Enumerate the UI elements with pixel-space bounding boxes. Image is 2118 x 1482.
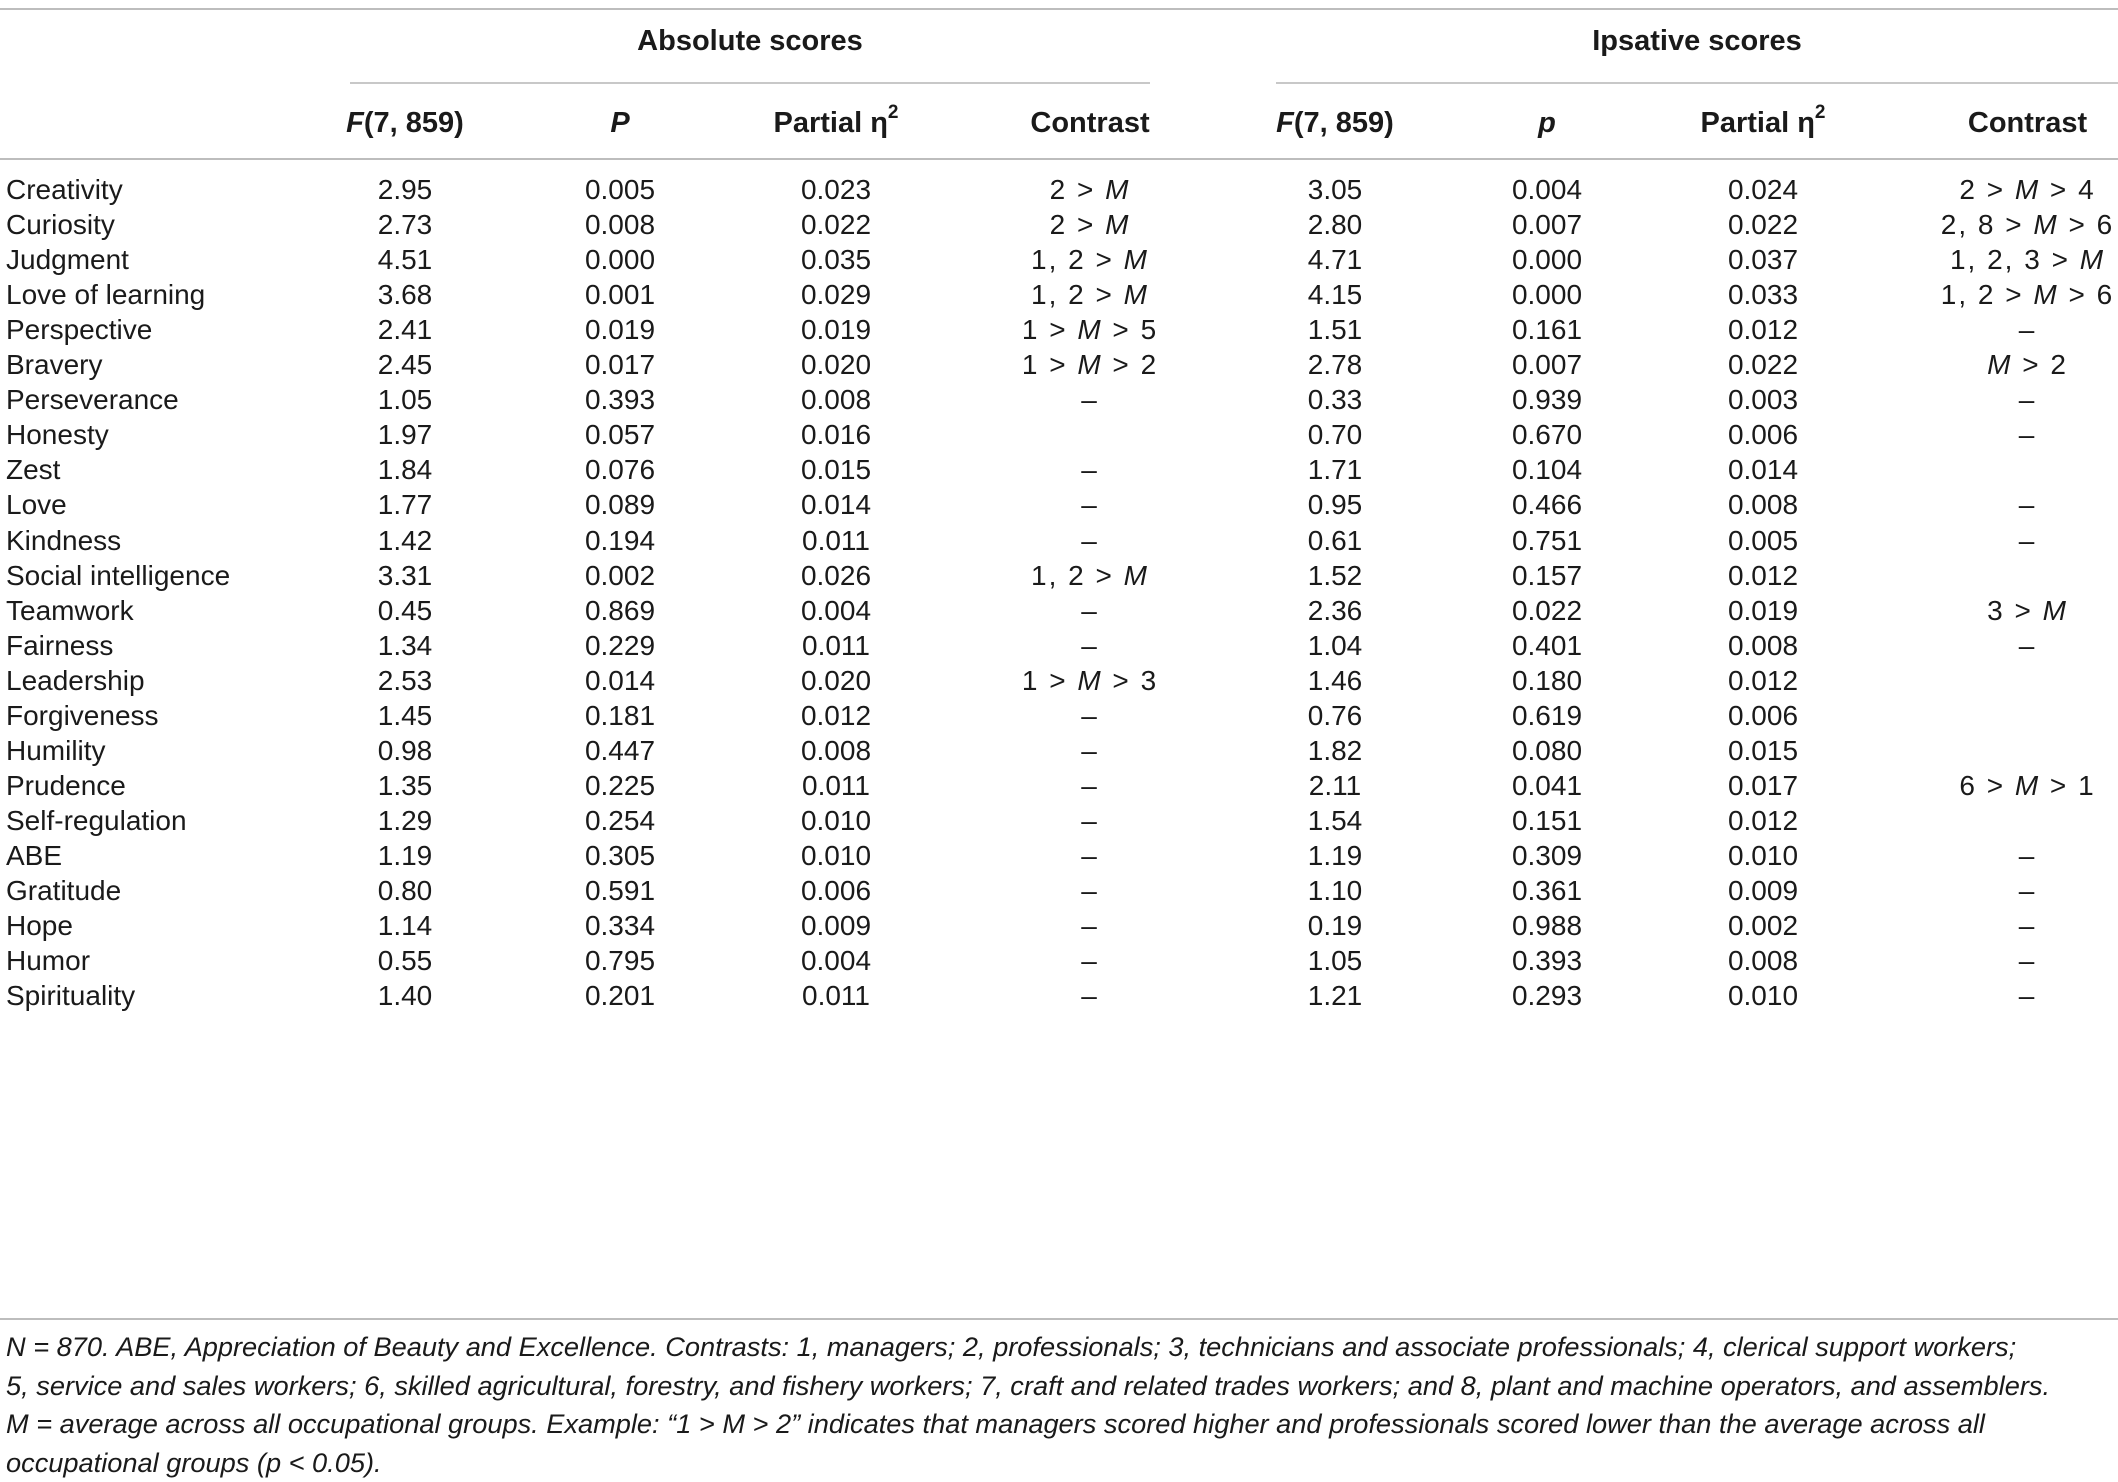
ips-eta-value: 0.005 bbox=[1693, 517, 1833, 564]
abs-p-value: 0.201 bbox=[550, 972, 690, 1019]
abs-f-value: 1.84 bbox=[335, 446, 475, 493]
footnote-line: 5, service and sales workers; 6, skilled agricultural, forestry, and fishery workers; 7, craft and related trades workers; and 8, plant and machine operators, and assemblers. bbox=[6, 1367, 2110, 1406]
ips-f-value: 4.71 bbox=[1265, 236, 1405, 283]
abs-contrast-value: – bbox=[955, 902, 1225, 949]
footnote-line: occupational groups (p < 0.05). bbox=[6, 1444, 2110, 1482]
abs-f-value: 1.40 bbox=[335, 972, 475, 1019]
ips-p-value: 0.393 bbox=[1477, 937, 1617, 984]
row-label: Judgment bbox=[6, 236, 336, 283]
abs-eta-value: 0.035 bbox=[766, 236, 906, 283]
ips-contrast-value: – bbox=[1890, 622, 2118, 669]
ips-f-value: 1.51 bbox=[1265, 306, 1405, 353]
abs-eta-value: 0.016 bbox=[766, 411, 906, 458]
abs-f-value: 4.51 bbox=[335, 236, 475, 283]
abs-p-value: 0.591 bbox=[550, 867, 690, 914]
abs-f-value: 0.55 bbox=[335, 937, 475, 984]
ips-f-value: 1.46 bbox=[1265, 657, 1405, 704]
ips-p-value: 0.022 bbox=[1477, 587, 1617, 634]
abs-contrast-value: – bbox=[955, 727, 1225, 774]
col-header-ips-eta: Partial $\eta^2$ bbox=[1693, 100, 1833, 146]
abs-p-value: 0.089 bbox=[550, 481, 690, 528]
ips-eta-value: 0.012 bbox=[1693, 657, 1833, 704]
abs-f-value: 2.53 bbox=[335, 657, 475, 704]
col-header-abs-p: P bbox=[550, 100, 690, 146]
ips-eta-value: 0.008 bbox=[1693, 622, 1833, 669]
row-label: Love of learning bbox=[6, 271, 336, 318]
ips-p-value: 0.007 bbox=[1477, 201, 1617, 248]
abs-contrast-value: – bbox=[955, 517, 1225, 564]
abs-eta-value: 0.022 bbox=[766, 201, 906, 248]
abs-p-value: 0.869 bbox=[550, 587, 690, 634]
ips-f-value: 2.80 bbox=[1265, 201, 1405, 248]
row-label: Gratitude bbox=[6, 867, 336, 914]
row-label: Hope bbox=[6, 902, 336, 949]
ips-contrast-value: M > 2 bbox=[1890, 341, 2118, 388]
table-header-rule bbox=[0, 158, 2118, 160]
ips-contrast-value: – bbox=[1890, 867, 2118, 914]
row-label: Leadership bbox=[6, 657, 336, 704]
col-header-abs-f: F(7, 859) bbox=[335, 100, 475, 146]
ips-f-value: 0.33 bbox=[1265, 376, 1405, 423]
abs-contrast-value: 1 > M > 3 bbox=[955, 657, 1225, 704]
ips-contrast-value: – bbox=[1890, 937, 2118, 984]
ips-p-value: 0.751 bbox=[1477, 517, 1617, 564]
abs-eta-value: 0.023 bbox=[766, 166, 906, 213]
ips-contrast-value: – bbox=[1890, 481, 2118, 528]
col-header-ips-p: p bbox=[1477, 100, 1617, 146]
abs-eta-value: 0.004 bbox=[766, 937, 906, 984]
ips-f-value: 0.70 bbox=[1265, 411, 1405, 458]
ips-f-value: 1.19 bbox=[1265, 832, 1405, 879]
footnote-line: N = 870. ABE, Appreciation of Beauty and Excellence. Contrasts: 1, managers; 2, professionals; 3, technicians and associate professionals; 4, clerical support workers; bbox=[6, 1328, 2110, 1367]
row-label: Honesty bbox=[6, 411, 336, 458]
ips-contrast-value: – bbox=[1890, 517, 2118, 564]
footnote-line: M = average across all occupational groups. Example: “1 > M > 2” indicates that managers scored higher and professionals scored lower than the average across all bbox=[6, 1405, 2110, 1444]
abs-f-value: 1.97 bbox=[335, 411, 475, 458]
table-bottom-rule bbox=[0, 1318, 2118, 1320]
abs-eta-value: 0.020 bbox=[766, 341, 906, 388]
abs-f-value: 1.05 bbox=[335, 376, 475, 423]
abs-eta-value: 0.015 bbox=[766, 446, 906, 493]
group-header-absolute: Absolute scores bbox=[350, 20, 1150, 62]
abs-contrast-value: – bbox=[955, 832, 1225, 879]
ips-eta-value: 0.024 bbox=[1693, 166, 1833, 213]
abs-eta-value: 0.004 bbox=[766, 587, 906, 634]
ips-p-value: 0.939 bbox=[1477, 376, 1617, 423]
abs-p-value: 0.305 bbox=[550, 832, 690, 879]
ips-contrast-value: 6 > M > 1 bbox=[1890, 762, 2118, 809]
col-header-ips-f: F(7, 859) bbox=[1265, 100, 1405, 146]
row-label: Humor bbox=[6, 937, 336, 984]
ips-eta-value: 0.008 bbox=[1693, 937, 1833, 984]
ips-p-value: 0.157 bbox=[1477, 552, 1617, 599]
abs-p-value: 0.002 bbox=[550, 552, 690, 599]
ips-f-value: 2.78 bbox=[1265, 341, 1405, 388]
abs-f-value: 2.45 bbox=[335, 341, 475, 388]
row-label: Humility bbox=[6, 727, 336, 774]
abs-p-value: 0.014 bbox=[550, 657, 690, 704]
abs-eta-value: 0.020 bbox=[766, 657, 906, 704]
abs-f-value: 3.68 bbox=[335, 271, 475, 318]
abs-contrast-value: – bbox=[955, 481, 1225, 528]
abs-p-value: 0.057 bbox=[550, 411, 690, 458]
abs-contrast-value: 1, 2 > M bbox=[955, 552, 1225, 599]
ips-contrast-value: – bbox=[1890, 411, 2118, 458]
ips-p-value: 0.000 bbox=[1477, 271, 1617, 318]
ips-f-value: 0.19 bbox=[1265, 902, 1405, 949]
ips-contrast-value: – bbox=[1890, 376, 2118, 423]
ips-f-value: 1.71 bbox=[1265, 446, 1405, 493]
col-header-ips-contrast: Contrast bbox=[1890, 100, 2118, 146]
abs-contrast-value: – bbox=[955, 376, 1225, 423]
abs-f-value: 1.42 bbox=[335, 517, 475, 564]
ips-f-value: 1.10 bbox=[1265, 867, 1405, 914]
ips-eta-value: 0.014 bbox=[1693, 446, 1833, 493]
ips-f-value: 0.61 bbox=[1265, 517, 1405, 564]
abs-eta-value: 0.019 bbox=[766, 306, 906, 353]
ips-p-value: 0.041 bbox=[1477, 762, 1617, 809]
ips-contrast-value: – bbox=[1890, 972, 2118, 1019]
abs-f-value: 1.14 bbox=[335, 902, 475, 949]
abs-eta-value: 0.012 bbox=[766, 692, 906, 739]
abs-p-value: 0.076 bbox=[550, 446, 690, 493]
ips-p-value: 0.151 bbox=[1477, 797, 1617, 844]
abs-p-value: 0.005 bbox=[550, 166, 690, 213]
ips-f-value: 1.21 bbox=[1265, 972, 1405, 1019]
row-label: Spirituality bbox=[6, 972, 336, 1019]
ips-f-value: 1.54 bbox=[1265, 797, 1405, 844]
ips-eta-value: 0.002 bbox=[1693, 902, 1833, 949]
abs-p-value: 0.181 bbox=[550, 692, 690, 739]
abs-contrast-value: – bbox=[955, 797, 1225, 844]
abs-contrast-value: 1, 2 > M bbox=[955, 236, 1225, 283]
abs-eta-value: 0.029 bbox=[766, 271, 906, 318]
table-footnote bbox=[6, 1328, 2110, 1482]
ips-eta-value: 0.006 bbox=[1693, 692, 1833, 739]
abs-f-value: 1.77 bbox=[335, 481, 475, 528]
abs-p-value: 0.000 bbox=[550, 236, 690, 283]
abs-eta-value: 0.026 bbox=[766, 552, 906, 599]
abs-contrast-value: – bbox=[955, 867, 1225, 914]
ips-eta-value: 0.008 bbox=[1693, 481, 1833, 528]
row-label: Perspective bbox=[6, 306, 336, 353]
abs-contrast-value: – bbox=[955, 762, 1225, 809]
ips-eta-value: 0.006 bbox=[1693, 411, 1833, 458]
ips-eta-value: 0.022 bbox=[1693, 201, 1833, 248]
table-row bbox=[0, 972, 2118, 1019]
ips-p-value: 0.466 bbox=[1477, 481, 1617, 528]
ips-p-value: 0.000 bbox=[1477, 236, 1617, 283]
ips-p-value: 0.104 bbox=[1477, 446, 1617, 493]
ips-contrast-value: 2 > M > 4 bbox=[1890, 166, 2118, 213]
abs-f-value: 2.95 bbox=[335, 166, 475, 213]
ips-eta-value: 0.012 bbox=[1693, 552, 1833, 599]
ips-eta-value: 0.009 bbox=[1693, 867, 1833, 914]
abs-p-value: 0.393 bbox=[550, 376, 690, 423]
ips-eta-value: 0.019 bbox=[1693, 587, 1833, 634]
abs-eta-value: 0.011 bbox=[766, 517, 906, 564]
abs-p-value: 0.225 bbox=[550, 762, 690, 809]
abs-f-value: 0.80 bbox=[335, 867, 475, 914]
abs-p-value: 0.254 bbox=[550, 797, 690, 844]
ips-f-value: 1.04 bbox=[1265, 622, 1405, 669]
abs-contrast-value: – bbox=[955, 446, 1225, 493]
abs-p-value: 0.017 bbox=[550, 341, 690, 388]
abs-p-value: 0.229 bbox=[550, 622, 690, 669]
abs-p-value: 0.001 bbox=[550, 271, 690, 318]
ips-eta-value: 0.015 bbox=[1693, 727, 1833, 774]
ips-eta-value: 0.012 bbox=[1693, 306, 1833, 353]
abs-eta-value: 0.010 bbox=[766, 797, 906, 844]
abs-f-value: 2.73 bbox=[335, 201, 475, 248]
abs-eta-value: 0.014 bbox=[766, 481, 906, 528]
ips-eta-value: 0.017 bbox=[1693, 762, 1833, 809]
abs-f-value: 1.29 bbox=[335, 797, 475, 844]
ips-f-value: 0.76 bbox=[1265, 692, 1405, 739]
row-label: Fairness bbox=[6, 622, 336, 669]
ips-f-value: 1.82 bbox=[1265, 727, 1405, 774]
ips-p-value: 0.619 bbox=[1477, 692, 1617, 739]
ips-f-value: 0.95 bbox=[1265, 481, 1405, 528]
abs-contrast-value: – bbox=[955, 937, 1225, 984]
row-label: Forgiveness bbox=[6, 692, 336, 739]
ips-eta-value: 0.022 bbox=[1693, 341, 1833, 388]
abs-eta-value: 0.011 bbox=[766, 622, 906, 669]
abs-f-value: 2.41 bbox=[335, 306, 475, 353]
ips-p-value: 0.401 bbox=[1477, 622, 1617, 669]
abs-eta-value: 0.011 bbox=[766, 972, 906, 1019]
abs-eta-value: 0.011 bbox=[766, 762, 906, 809]
ips-p-value: 0.309 bbox=[1477, 832, 1617, 879]
group-header-ipsative: Ipsative scores bbox=[1276, 20, 2118, 62]
ips-contrast-value: – bbox=[1890, 832, 2118, 879]
ips-p-value: 0.080 bbox=[1477, 727, 1617, 774]
abs-f-value: 1.45 bbox=[335, 692, 475, 739]
ipsative-group-rule bbox=[1276, 82, 2118, 84]
ips-p-value: 0.007 bbox=[1477, 341, 1617, 388]
abs-eta-value: 0.010 bbox=[766, 832, 906, 879]
abs-contrast-value: – bbox=[955, 622, 1225, 669]
abs-contrast-value: – bbox=[955, 587, 1225, 634]
row-label: Self-regulation bbox=[6, 797, 336, 844]
row-label: Bravery bbox=[6, 341, 336, 388]
abs-contrast-value: 1 > M > 2 bbox=[955, 341, 1225, 388]
abs-p-value: 0.194 bbox=[550, 517, 690, 564]
col-header-abs-eta: Partial $\eta^2$ bbox=[766, 100, 906, 146]
abs-eta-value: 0.008 bbox=[766, 727, 906, 774]
ips-p-value: 0.180 bbox=[1477, 657, 1617, 704]
abs-p-value: 0.795 bbox=[550, 937, 690, 984]
abs-eta-value: 0.009 bbox=[766, 902, 906, 949]
ips-eta-value: 0.003 bbox=[1693, 376, 1833, 423]
abs-p-value: 0.447 bbox=[550, 727, 690, 774]
row-label: Prudence bbox=[6, 762, 336, 809]
row-label: Social intelligence bbox=[6, 552, 336, 599]
ips-contrast-value: – bbox=[1890, 902, 2118, 949]
abs-contrast-value: – bbox=[955, 692, 1225, 739]
ips-eta-value: 0.010 bbox=[1693, 832, 1833, 879]
ips-contrast-value: 3 > M bbox=[1890, 587, 2118, 634]
ips-f-value: 2.36 bbox=[1265, 587, 1405, 634]
abs-contrast-value: 2 > M bbox=[955, 166, 1225, 213]
ips-p-value: 0.293 bbox=[1477, 972, 1617, 1019]
abs-f-value: 1.19 bbox=[335, 832, 475, 879]
absolute-group-rule bbox=[350, 82, 1150, 84]
abs-p-value: 0.019 bbox=[550, 306, 690, 353]
row-label: Perseverance bbox=[6, 376, 336, 423]
ips-contrast-value: 1, 2 > M > 6 bbox=[1890, 271, 2118, 318]
abs-eta-value: 0.008 bbox=[766, 376, 906, 423]
ips-eta-value: 0.033 bbox=[1693, 271, 1833, 318]
row-label: Creativity bbox=[6, 166, 336, 213]
ips-f-value: 1.52 bbox=[1265, 552, 1405, 599]
ips-f-value: 2.11 bbox=[1265, 762, 1405, 809]
ips-p-value: 0.670 bbox=[1477, 411, 1617, 458]
abs-f-value: 0.45 bbox=[335, 587, 475, 634]
abs-f-value: 3.31 bbox=[335, 552, 475, 599]
abs-p-value: 0.008 bbox=[550, 201, 690, 248]
ips-contrast-value: – bbox=[1890, 306, 2118, 353]
ips-eta-value: 0.010 bbox=[1693, 972, 1833, 1019]
ips-f-value: 1.05 bbox=[1265, 937, 1405, 984]
ips-contrast-value: 1, 2, 3 > M bbox=[1890, 236, 2118, 283]
abs-contrast-value: 2 > M bbox=[955, 201, 1225, 248]
abs-f-value: 0.98 bbox=[335, 727, 475, 774]
abs-contrast-value: – bbox=[955, 972, 1225, 1019]
ips-p-value: 0.361 bbox=[1477, 867, 1617, 914]
row-label: Curiosity bbox=[6, 201, 336, 248]
abs-contrast-value: 1, 2 > M bbox=[955, 271, 1225, 318]
abs-f-value: 1.35 bbox=[335, 762, 475, 809]
row-label: Kindness bbox=[6, 517, 336, 564]
ips-eta-value: 0.037 bbox=[1693, 236, 1833, 283]
ips-p-value: 0.988 bbox=[1477, 902, 1617, 949]
ips-f-value: 4.15 bbox=[1265, 271, 1405, 318]
row-label: Teamwork bbox=[6, 587, 336, 634]
row-label: Zest bbox=[6, 446, 336, 493]
row-label: ABE bbox=[6, 832, 336, 879]
ips-p-value: 0.161 bbox=[1477, 306, 1617, 353]
ips-p-value: 0.004 bbox=[1477, 166, 1617, 213]
abs-contrast-value: 1 > M > 5 bbox=[955, 306, 1225, 353]
table-top-rule bbox=[0, 8, 2118, 10]
ips-eta-value: 0.012 bbox=[1693, 797, 1833, 844]
ips-contrast-value: 2, 8 > M > 6 bbox=[1890, 201, 2118, 248]
ips-f-value: 3.05 bbox=[1265, 166, 1405, 213]
row-label: Love bbox=[6, 481, 336, 528]
col-header-abs-contrast: Contrast bbox=[955, 100, 1225, 146]
abs-f-value: 1.34 bbox=[335, 622, 475, 669]
abs-p-value: 0.334 bbox=[550, 902, 690, 949]
abs-eta-value: 0.006 bbox=[766, 867, 906, 914]
